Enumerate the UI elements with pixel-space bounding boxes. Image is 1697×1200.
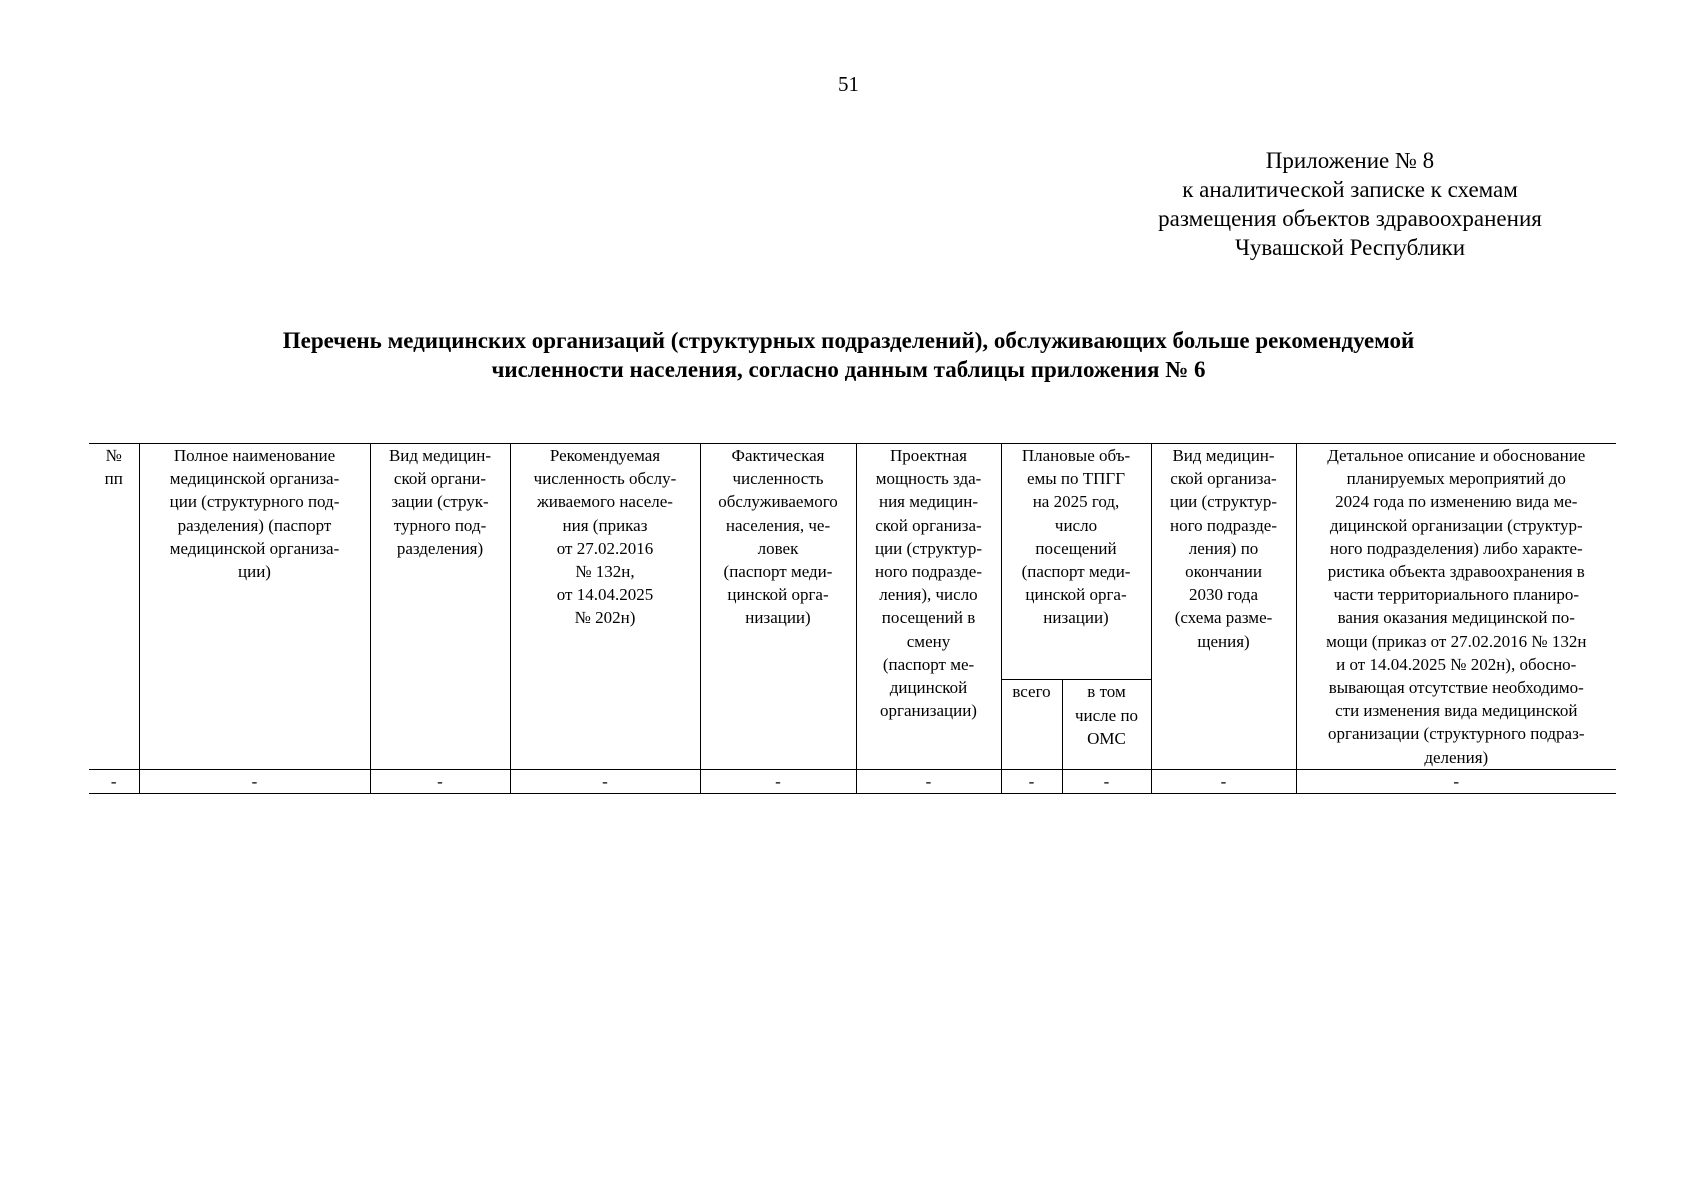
table-cell: - — [856, 769, 1001, 793]
table-cell: - — [510, 769, 700, 793]
header-full-name: Полное наименование медицинской организа- ции (структурного под- разделения) (паспорт медицинской организа- ции) — [139, 444, 370, 770]
header-design-capacity: Проектная мощность зда- ния медицин- ской организа- ции (структур- ного подразде- ления), число посещений в смену (паспорт ме- дицинской организации) — [856, 444, 1001, 770]
appendix-line: размещения объектов здравоохранения — [1158, 206, 1542, 231]
table-cell: - — [1001, 769, 1062, 793]
organizations-table — [89, 443, 1616, 794]
appendix-line: Чувашской Республики — [1234, 235, 1466, 260]
title-line: численности населения, согласно данным таблицы приложения № 6 — [491, 357, 1206, 382]
header-planned-total: всего — [1001, 680, 1062, 769]
header-planned-oms: в том числе по ОМС — [1062, 680, 1151, 769]
page-number: 51 — [838, 72, 859, 96]
table-row — [89, 769, 1616, 793]
header-actual-population: Фактическая численность обслуживаемого населения, че- ловек (паспорт меди- цинской орга- низации) — [700, 444, 856, 770]
table-cell: - — [1296, 769, 1616, 793]
table-cell: - — [1062, 769, 1151, 793]
document-title — [0, 326, 1697, 384]
appendix-line: Приложение № 8 — [1265, 148, 1435, 173]
table-cell: - — [89, 769, 139, 793]
header-row — [89, 444, 1616, 680]
title-line: Перечень медицинских организаций (структурных подразделений), обслуживающих больше рекомендуемой — [282, 328, 1415, 353]
header-org-type-2030: Вид медицин- ской организа- ции (структур- ного подразде- ления) по окончании 2030 года (схема разме- щения) — [1151, 444, 1296, 770]
header-description: Детальное описание и обоснование планируемых мероприятий до 2024 года по изменению вида ме- дицинской организации (структур- ного подразделения) либо характе- ристика объекта здравоохранения в части территориального планиро- вания оказания медицинской по- мощи (приказ от 27.02.2016 № 132н и от 14.04.2025 № 202н), обосно- вывающая отсутствие необходимо- сти изменения вида медицинской организации (структурного подраз- деления) — [1296, 444, 1616, 770]
header-number: № пп — [89, 444, 139, 770]
table-cell: - — [700, 769, 856, 793]
header-org-type: Вид медицин- ской органи- зации (струк- турного под- разделения) — [370, 444, 510, 770]
appendix-line: к аналитической записке к схемам — [1182, 177, 1518, 202]
appendix-note — [1115, 146, 1585, 262]
table-cell: - — [370, 769, 510, 793]
header-planned-volumes: Плановые объ- емы по ТПГГ на 2025 год, число посещений (паспорт меди- цинской орга- низации) — [1001, 444, 1151, 680]
table-cell: - — [1151, 769, 1296, 793]
header-recommended-population: Рекомендуемая численность обслу- живаемого населе- ния (приказ от 27.02.2016 № 132н, от 14.04.2025 № 202н) — [510, 444, 700, 770]
table-cell: - — [139, 769, 370, 793]
